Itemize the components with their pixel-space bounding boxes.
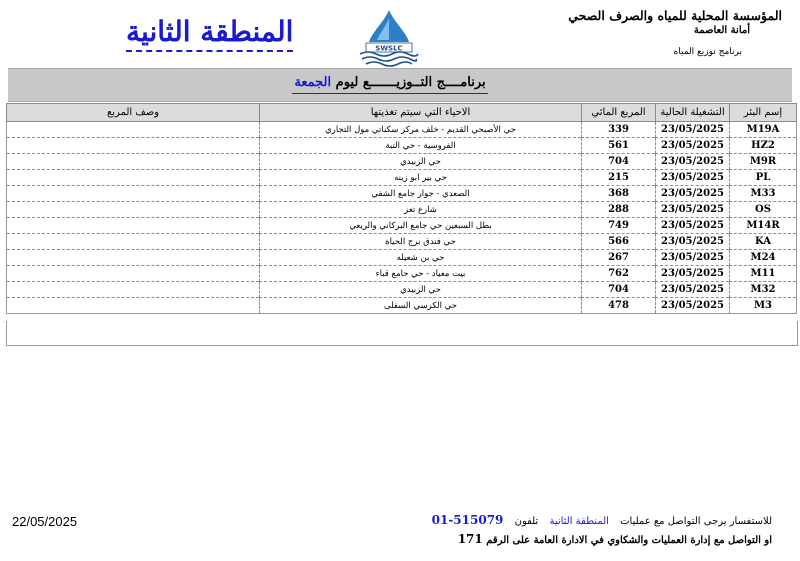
square-description [7, 250, 260, 266]
column-header-well: إسم البئر [730, 104, 797, 122]
square-description [7, 218, 260, 234]
contact-text: للاستفسار يرجى التواصل مع عمليات [620, 516, 772, 527]
areas-served: حي بن شعيله [260, 250, 582, 266]
well-name: M9R [730, 154, 797, 170]
well-name: KA [730, 234, 797, 250]
well-name: M24 [730, 250, 797, 266]
areas-served: بطل السبعين حي جامع البركاني والريعي [260, 218, 582, 234]
well-name: M19A [730, 122, 797, 138]
table-row [7, 138, 797, 154]
well-name: M32 [730, 282, 797, 298]
run-date: 23/05/2025 [656, 266, 730, 282]
phone-label: تلفون [514, 516, 539, 527]
square-description [7, 154, 260, 170]
distribution-table [6, 103, 797, 314]
table-row [7, 154, 797, 170]
well-name: M11 [730, 266, 797, 282]
square-description [7, 202, 260, 218]
banner-label: برنامــــج التــوزيـــــــع ليوم [335, 75, 486, 90]
areas-served: حي فندق برج الحياة [260, 234, 582, 250]
areas-served: حي بير ابو زينه [260, 170, 582, 186]
areas-served: حي الكرسي السفلى [260, 298, 582, 314]
areas-served: حي الزبيدي [260, 154, 582, 170]
areas-served: الصعدي - جوار جامع الشفي [260, 186, 582, 202]
column-header-water-square: المربع المائي [582, 104, 656, 122]
run-date: 23/05/2025 [656, 202, 730, 218]
square-description [7, 122, 260, 138]
square-description [7, 186, 260, 202]
print-date: 22/05/2025 [12, 514, 78, 529]
complaints-number: 171 [457, 532, 483, 546]
water-square: 368 [582, 186, 656, 202]
run-date: 23/05/2025 [656, 218, 730, 234]
run-date: 23/05/2025 [656, 122, 730, 138]
run-date: 23/05/2025 [656, 298, 730, 314]
table-row [7, 186, 797, 202]
run-date: 23/05/2025 [656, 154, 730, 170]
run-date: 23/05/2025 [656, 186, 730, 202]
square-description [7, 170, 260, 186]
well-name: M33 [730, 186, 797, 202]
square-description [7, 234, 260, 250]
table-row [7, 282, 797, 298]
phone-number: 01-515079 [431, 513, 504, 527]
areas-served: شارع تعز [260, 202, 582, 218]
well-name: M14R [730, 218, 797, 234]
banner-text [292, 73, 488, 94]
water-drop-logo [354, 8, 424, 70]
organization-header [482, 8, 782, 59]
areas-served: حي الأصبحي القديم - خلف مركز سكناتي مول التجاري [260, 122, 582, 138]
table-row [7, 122, 797, 138]
water-square: 339 [582, 122, 656, 138]
column-header-square-description: وصف المربع [7, 104, 260, 122]
areas-served: بيت معياد - حي جامع قباء [260, 266, 582, 282]
distribution-banner [8, 68, 792, 102]
water-square: 704 [582, 154, 656, 170]
run-date: 23/05/2025 [656, 282, 730, 298]
areas-served: الفروسية - حي التبة [260, 138, 582, 154]
table-row [7, 170, 797, 186]
table-row [7, 234, 797, 250]
complaints-line [458, 532, 772, 546]
logo-lettering: SWSLC [375, 44, 403, 53]
contact-line [424, 513, 772, 527]
water-square: 566 [582, 234, 656, 250]
table-row [7, 202, 797, 218]
water-square: 288 [582, 202, 656, 218]
run-date: 23/05/2025 [656, 138, 730, 154]
table-empty-area [6, 321, 798, 346]
water-square: 215 [582, 170, 656, 186]
table-row [7, 298, 797, 314]
well-name: HZ2 [730, 138, 797, 154]
table-header-row [7, 104, 797, 122]
square-description [7, 138, 260, 154]
run-date: 23/05/2025 [656, 250, 730, 266]
well-name: M3 [730, 298, 797, 314]
well-name: OS [730, 202, 797, 218]
org-subtitle: أمانة العاصمة [693, 25, 750, 36]
zone-title: المنطقة الثانية [126, 14, 293, 52]
column-header-areas: الاحياء التي سيتم تغذيتها [260, 104, 582, 122]
water-square: 478 [582, 298, 656, 314]
well-name: PL [730, 170, 797, 186]
square-description [7, 298, 260, 314]
column-header-current-run: التشغيلة الحالية [656, 104, 730, 122]
areas-served: حي الزبيدي [260, 282, 582, 298]
run-date: 23/05/2025 [656, 170, 730, 186]
table-row [7, 218, 797, 234]
table-row [7, 266, 797, 282]
square-description [7, 266, 260, 282]
run-date: 23/05/2025 [656, 234, 730, 250]
water-square: 704 [582, 282, 656, 298]
water-square: 749 [582, 218, 656, 234]
water-square: 762 [582, 266, 656, 282]
contact-zone: المنطقة الثانية [549, 516, 609, 527]
square-description [7, 282, 260, 298]
complaints-text: او التواصل مع إدارة العمليات والشكاوي في الادارة العامة على الرقم [486, 535, 772, 546]
org-name: المؤسسة المحلية للمياه والصرف الصحي [568, 8, 782, 23]
banner-day: الجمعة [294, 75, 332, 90]
water-square: 267 [582, 250, 656, 266]
table-row [7, 250, 797, 266]
program-label: برنامج توزيع المياه [673, 47, 742, 57]
water-square: 561 [582, 138, 656, 154]
